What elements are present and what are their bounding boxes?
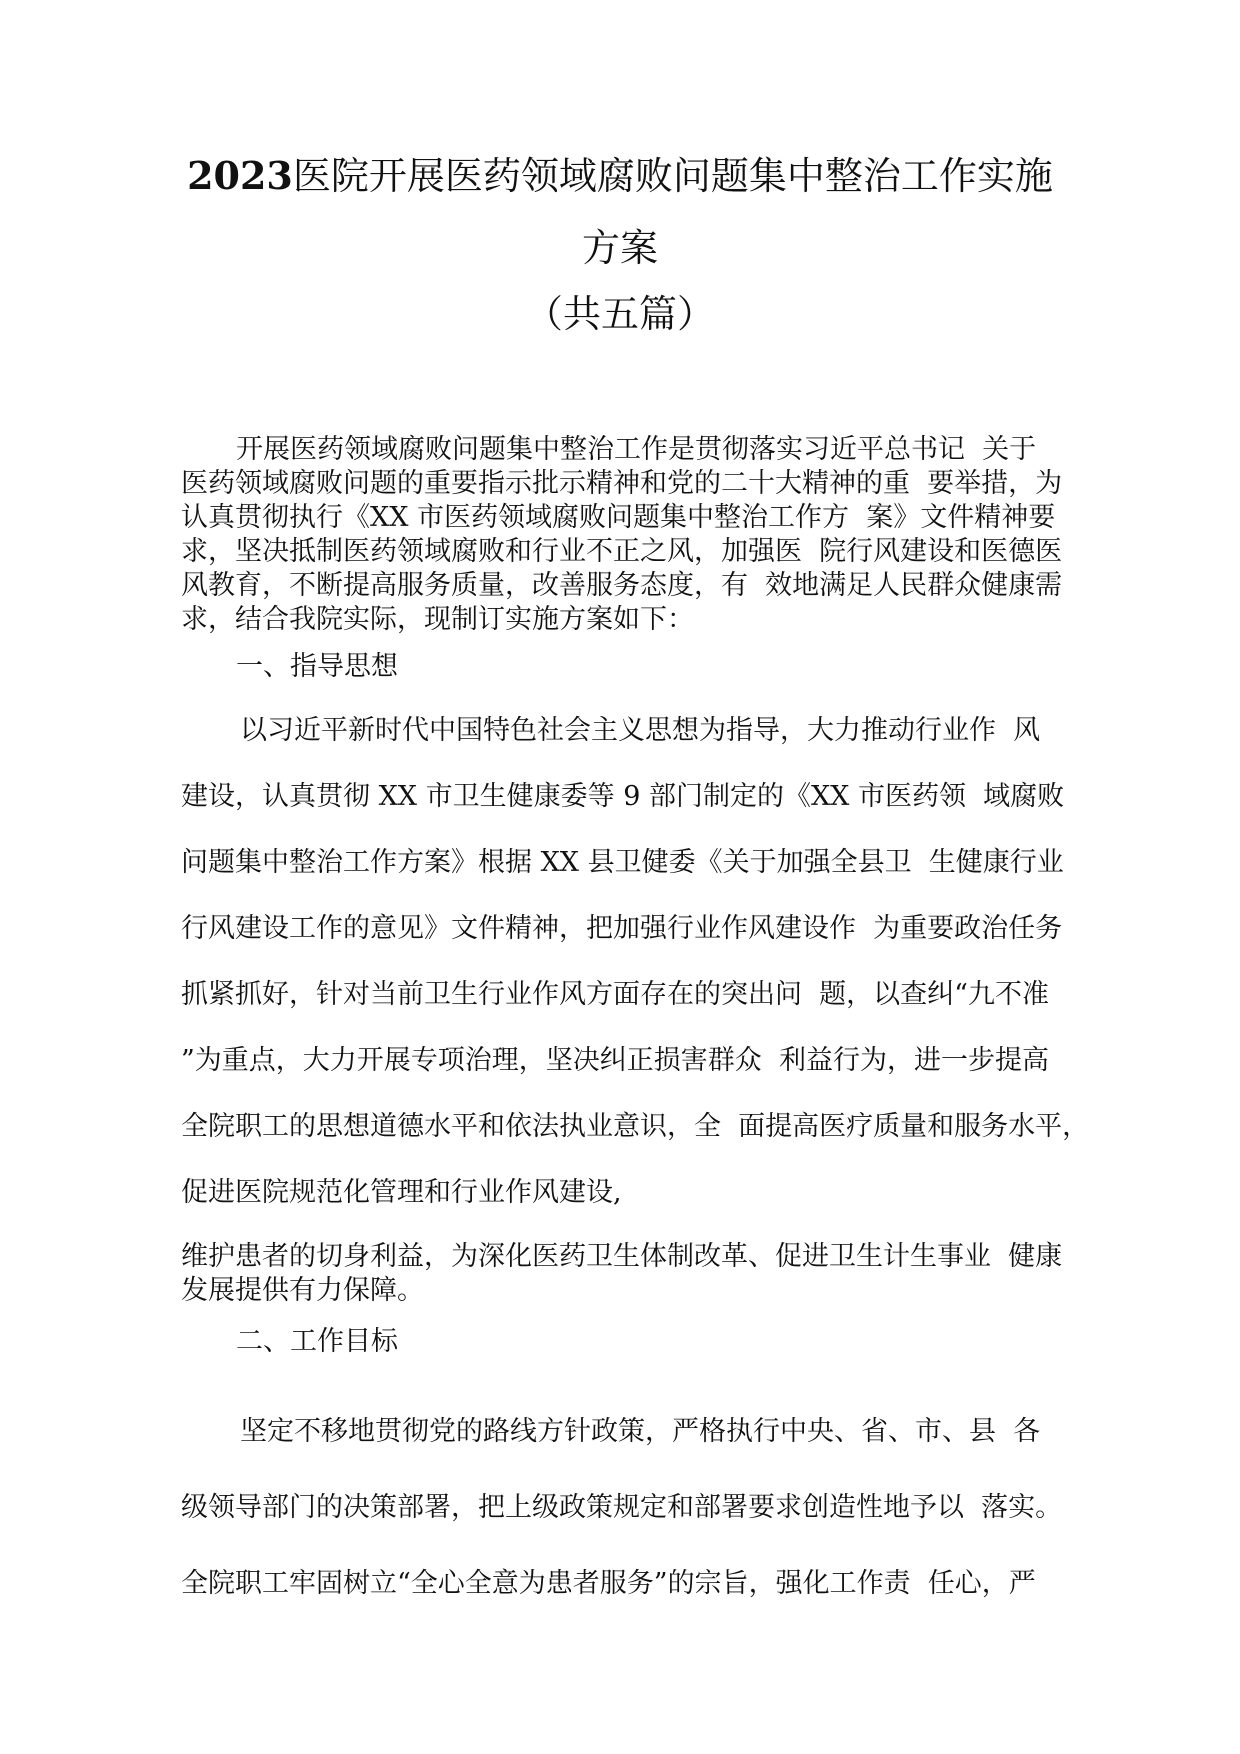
- paragraph-line: 坚定不移地贯彻党的路线方针政策，严格执行中央、省、市、县 各: [240, 1416, 1041, 1447]
- paragraph-line: 认真贯彻执行《XX 市医药领域腐败问题集中整治工作方 案》文件精神要: [181, 502, 1056, 533]
- section-heading: 一、指导思想: [236, 651, 398, 682]
- document-title-line2: 方案: [581, 226, 658, 270]
- title-year: 2023: [187, 153, 293, 198]
- paragraph-line: 行风建设工作的意见》文件精神，把加强行业作风建设作 为重要政治任务: [181, 913, 1063, 944]
- paragraph-line: 全院职工牢固树立“全心全意为患者服务”的宗旨，强化工作责 任心，严: [181, 1568, 1036, 1599]
- paragraph-line: 医药领域腐败问题的重要指示批示精神和党的二十大精神的重 要举措，为: [181, 468, 1063, 499]
- paragraph-line: 抓紧抓好，针对当前卫生行业作风方面存在的突出问 题，以查纠“九不准: [181, 979, 1049, 1010]
- paragraph-line: 级领导部门的决策部署，把上级政策规定和部署要求创造性地予以 落实。: [181, 1492, 1063, 1523]
- section-heading: 二、工作目标: [236, 1326, 398, 1357]
- document-subtitle: （共五篇）: [524, 292, 715, 336]
- paragraph-line: 全院职工的思想道德水平和依法执业意识，全 面提高医疗质量和服务水平，: [181, 1111, 1090, 1142]
- paragraph-line: 风教育，不断提高服务质量，改善服务态度，有 效地满足人民群众健康需: [181, 570, 1063, 601]
- paragraph-line: 求，坚决抵制医药领域腐败和行业不正之风，加强医 院行风建设和医德医: [181, 536, 1063, 567]
- document-title: [0, 152, 1240, 200]
- title-text: 医院开展医药领域腐败问题集中整治工作实施: [292, 154, 1053, 198]
- paragraph-line: ”为重点，大力开展专项治理，坚决纠正损害群众 利益行为，进一步提高: [181, 1045, 1049, 1076]
- paragraph-line: 维护患者的切身利益，为深化医药卫生体制改革、促进卫生计生事业 健康: [181, 1241, 1063, 1272]
- paragraph-line: 以习近平新时代中国特色社会主义思想为指导，大力推动行业作 风: [240, 715, 1041, 746]
- paragraph-line: 促进医院规范化管理和行业作风建设,: [181, 1177, 622, 1208]
- paragraph-line: 发展提供有力保障。: [181, 1275, 424, 1306]
- paragraph-line: 开展医药领域腐败问题集中整治工作是贯彻落实习近平总书记 关于: [236, 434, 1037, 465]
- paragraph-line: 建设，认真贯彻 XX 市卫生健康委等 9 部门制定的《XX 市医药领 域腐败: [181, 781, 1065, 812]
- paragraph-line: 问题集中整治工作方案》根据 XX 县卫健委《关于加强全县卫 生健康行业: [181, 847, 1064, 878]
- paragraph-line: 求，结合我院实际，现制订实施方案如下：: [181, 604, 694, 635]
